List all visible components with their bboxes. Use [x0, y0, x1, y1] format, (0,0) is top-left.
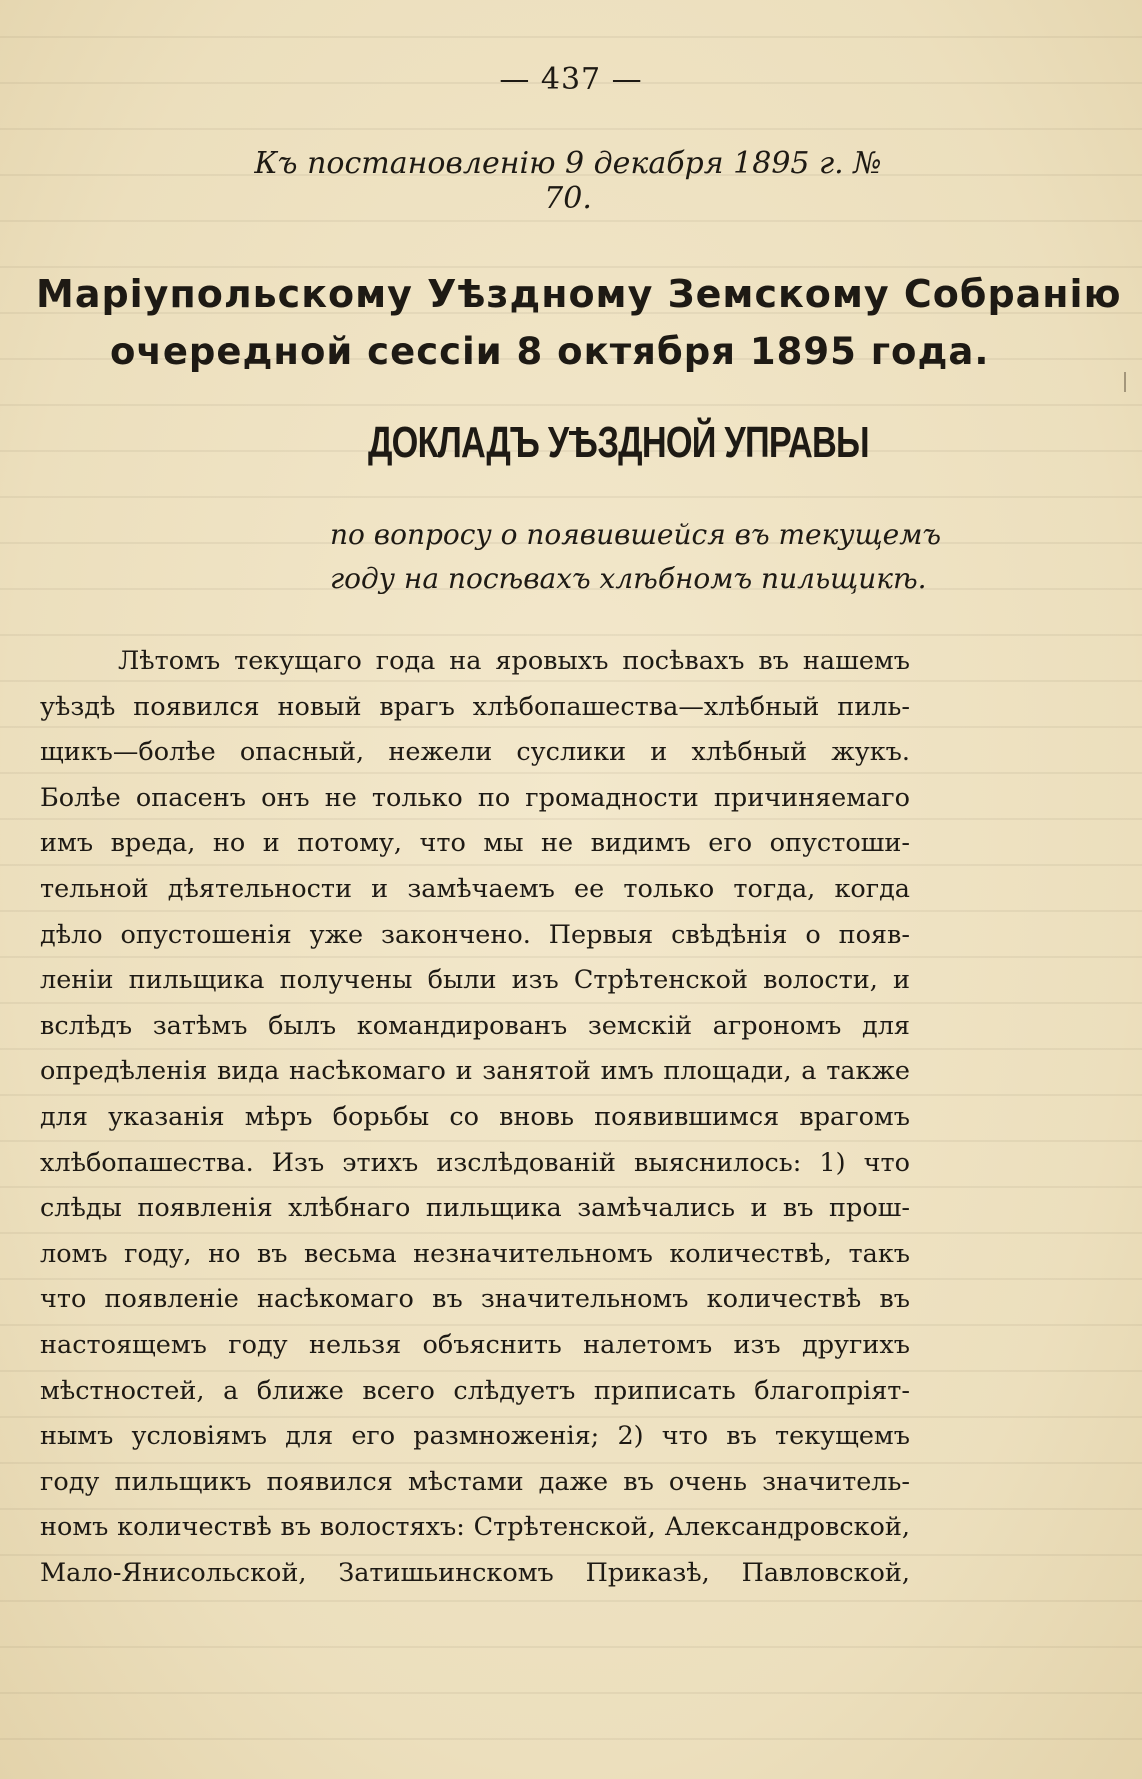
body-line: уѣздѣ появился новый врагъ хлѣбопашества—хлѣбный пиль-	[40, 691, 910, 722]
body-line: Мало-Янисольской, Затишьинскомъ Приказѣ, Павловской,	[40, 1558, 910, 1588]
body-line: тельной дѣятельности и замѣчаемъ ее только тогда, когда	[40, 874, 910, 904]
body-line: опредѣленія вида насѣкомаго и занятой имъ площади, а также	[40, 1056, 910, 1087]
body-line: щикъ—болѣе опасный, нежели суслики и хлѣбный жукъ.	[40, 737, 910, 768]
body-line: имъ вреда, но и потому, что мы не видимъ его опустоши-	[40, 828, 910, 859]
body-line: дѣло опустошенія уже закончено. Первыя свѣдѣнія о появ-	[40, 919, 910, 950]
body-line: ломъ году, но въ весьма незначительномъ количествѣ, такъ	[40, 1238, 910, 1269]
heading-addressee: Маріупольскому Уѣздному Земскому Собранію	[36, 272, 1122, 316]
body-line: настоящемъ году нельзя объяснить налетомъ изъ другихъ	[40, 1330, 910, 1360]
body-line: нымъ условіямъ для его размноженія; 2) что въ текущемъ	[40, 1421, 910, 1452]
page-number: — 437 —	[499, 62, 643, 97]
report-title: ДОКЛАДЪ УѢЗДНОЙ УПРАВЫ	[368, 418, 869, 467]
body-line: хлѣбопашества. Изъ этихъ изслѣдованій выяснилось: 1) что	[40, 1147, 910, 1178]
heading-session: очередной сессіи 8 октября 1895 года.	[110, 330, 990, 373]
resolution-reference: Къ постановленію 9 декабря 1895 г. № 70.	[254, 146, 882, 216]
body-line: году пильщикъ появился мѣстами даже въ очень значитель-	[40, 1466, 910, 1497]
subtitle-line-1: по вопросу о появившейся въ текущемъ	[330, 518, 942, 551]
body-line: что появленіе насѣкомаго въ значительномъ количествѣ въ	[40, 1284, 910, 1315]
body-line: для указанія мѣръ борьбы со вновь появившимся врагомъ	[40, 1102, 910, 1132]
subtitle-line-2: году на посѣвахъ хлѣбномъ пильщикѣ.	[330, 562, 927, 595]
body-line: слѣды появленія хлѣбнаго пильщика замѣчались и въ прош-	[40, 1193, 910, 1224]
body-line: вслѣдъ затѣмъ былъ командированъ земскій агрономъ для	[40, 1010, 910, 1041]
margin-mark	[1124, 372, 1126, 392]
body-line: леніи пильщика получены были изъ Стрѣтенской волости, и	[40, 965, 910, 996]
body-line: Лѣтомъ текущаго года на яровыхъ посѣвахъ въ нашемъ	[118, 646, 910, 676]
body-line: мѣстностей, а ближе всего слѣдуетъ приписать благопріят-	[40, 1375, 910, 1406]
body-line: номъ количествѣ въ волостяхъ: Стрѣтенской, Александровской,	[40, 1512, 910, 1543]
body-line: Болѣе опасенъ онъ не только по громадности причиняемаго	[40, 782, 910, 813]
